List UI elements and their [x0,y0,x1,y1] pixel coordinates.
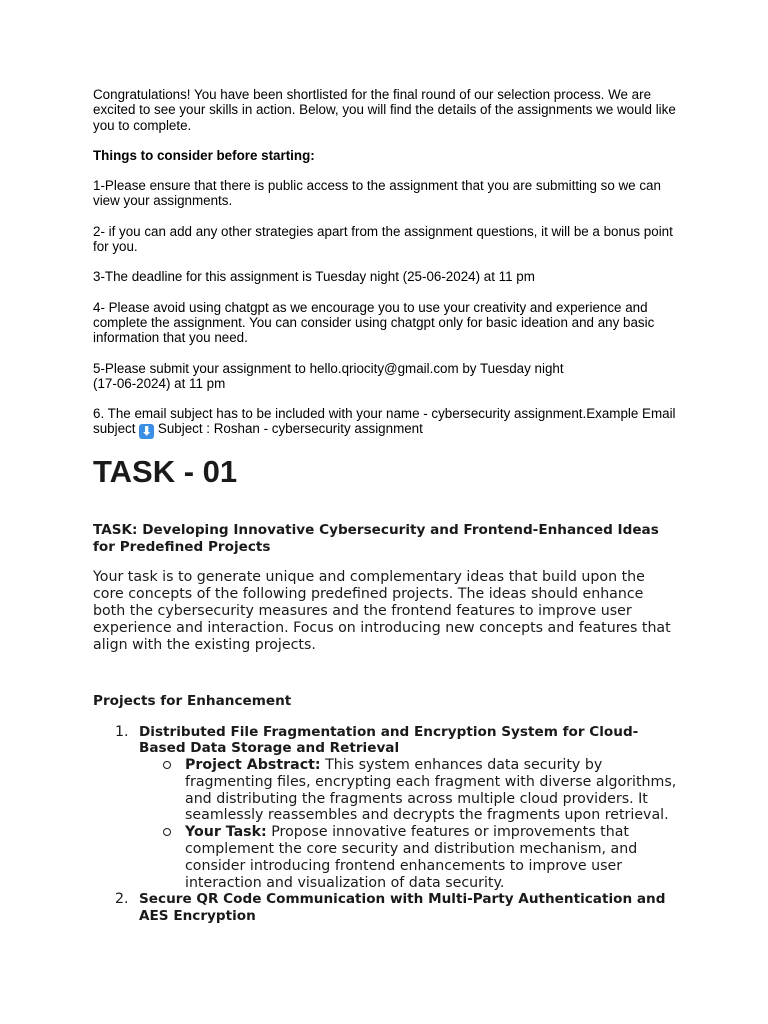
projects-heading: Projects for Enhancement [93,693,292,710]
point-3: 3-The deadline for this assignment is Tuesday night (25-06-2024) at 11 pm [93,269,535,285]
down-arrow-icon: ⬇ [139,424,154,439]
consider-heading: Things to consider before starting: [93,147,315,163]
project-number: 1. [115,723,129,740]
abstract-label: Project Abstract: [185,756,321,773]
point-6-suffix: Subject : Roshan - cybersecurity assignment [154,421,423,437]
your-task-text: Propose innovative features or improvements that complement the core security and distribution mechanism, and consider introducing frontend enhancements to improve user interaction and visualization of data security. [185,824,638,891]
project-number: 2. [115,891,129,908]
task-heading: TASK - 01 [93,454,238,490]
point-6-text: 6. The email subject has to be included with your name - cybersecurity assignment.Example Email subject [93,406,676,437]
point-5-line-1: 5-Please submit your assignment to hello.qriocity@gmail.com by Tuesday night [93,360,564,376]
project-task-text [185,824,678,891]
project-title: Distributed File Fragmentation and Encryption System for Cloud-Based Data Storage and Retrieval [139,723,639,757]
task-description: Your task is to generate unique and complementary ideas that build upon the core concepts of the following predefined projects. The ideas should enhance both the cybersecurity measures and the frontend features to improve user experience and interaction. Focus on introducing new concepts and features that align with the existing projects. [93,569,671,653]
document-page [93,87,678,924]
point-5 [93,361,678,392]
project-your-task [139,824,678,891]
projects-list [93,724,678,924]
bullet-icon [163,761,171,769]
point-5-line-2: (17-06-2024) at 11 pm [93,375,226,391]
point-4: 4- Please avoid using chatgpt as we encourage you to use your creativity and experience and complete the assignment. You can consider using chatgpt only for basic ideation and any basic information that you need. [93,299,655,346]
project-item-1 [93,724,678,891]
point-1: 1-Please ensure that there is public access to the assignment that you are submitting so we can view your assignments. [93,178,661,209]
project-details [139,757,678,891]
project-item-2 [93,891,678,924]
your-task-label: Your Task: [185,824,267,841]
intro-paragraph: Congratulations! You have been shortlisted for the final round of our selection process. We are excited to see your skills in action. Below, you will find the details of the assignments we would like you to complete. [93,87,676,133]
project-title: Secure QR Code Communication with Multi-Party Authentication and AES Encryption [139,891,666,924]
project-abstract [139,757,678,824]
point-2: 2- if you can add any other strategies apart from the assignment questions, it will be a bonus point for you. [93,223,673,255]
bullet-icon [163,828,171,836]
point-6 [93,406,678,439]
task-title: TASK: Developing Innovative Cybersecurity and Frontend-Enhanced Ideas for Predefined Projects [93,522,659,555]
abstract-text: This system enhances data security by fragmenting files, encrypting each fragment with diverse algorithms, and distributing the fragments across multiple cloud providers. It seamlessly reassembles and decrypts the fragments upon retrieval. [185,756,677,824]
project-abstract-text [185,757,678,824]
